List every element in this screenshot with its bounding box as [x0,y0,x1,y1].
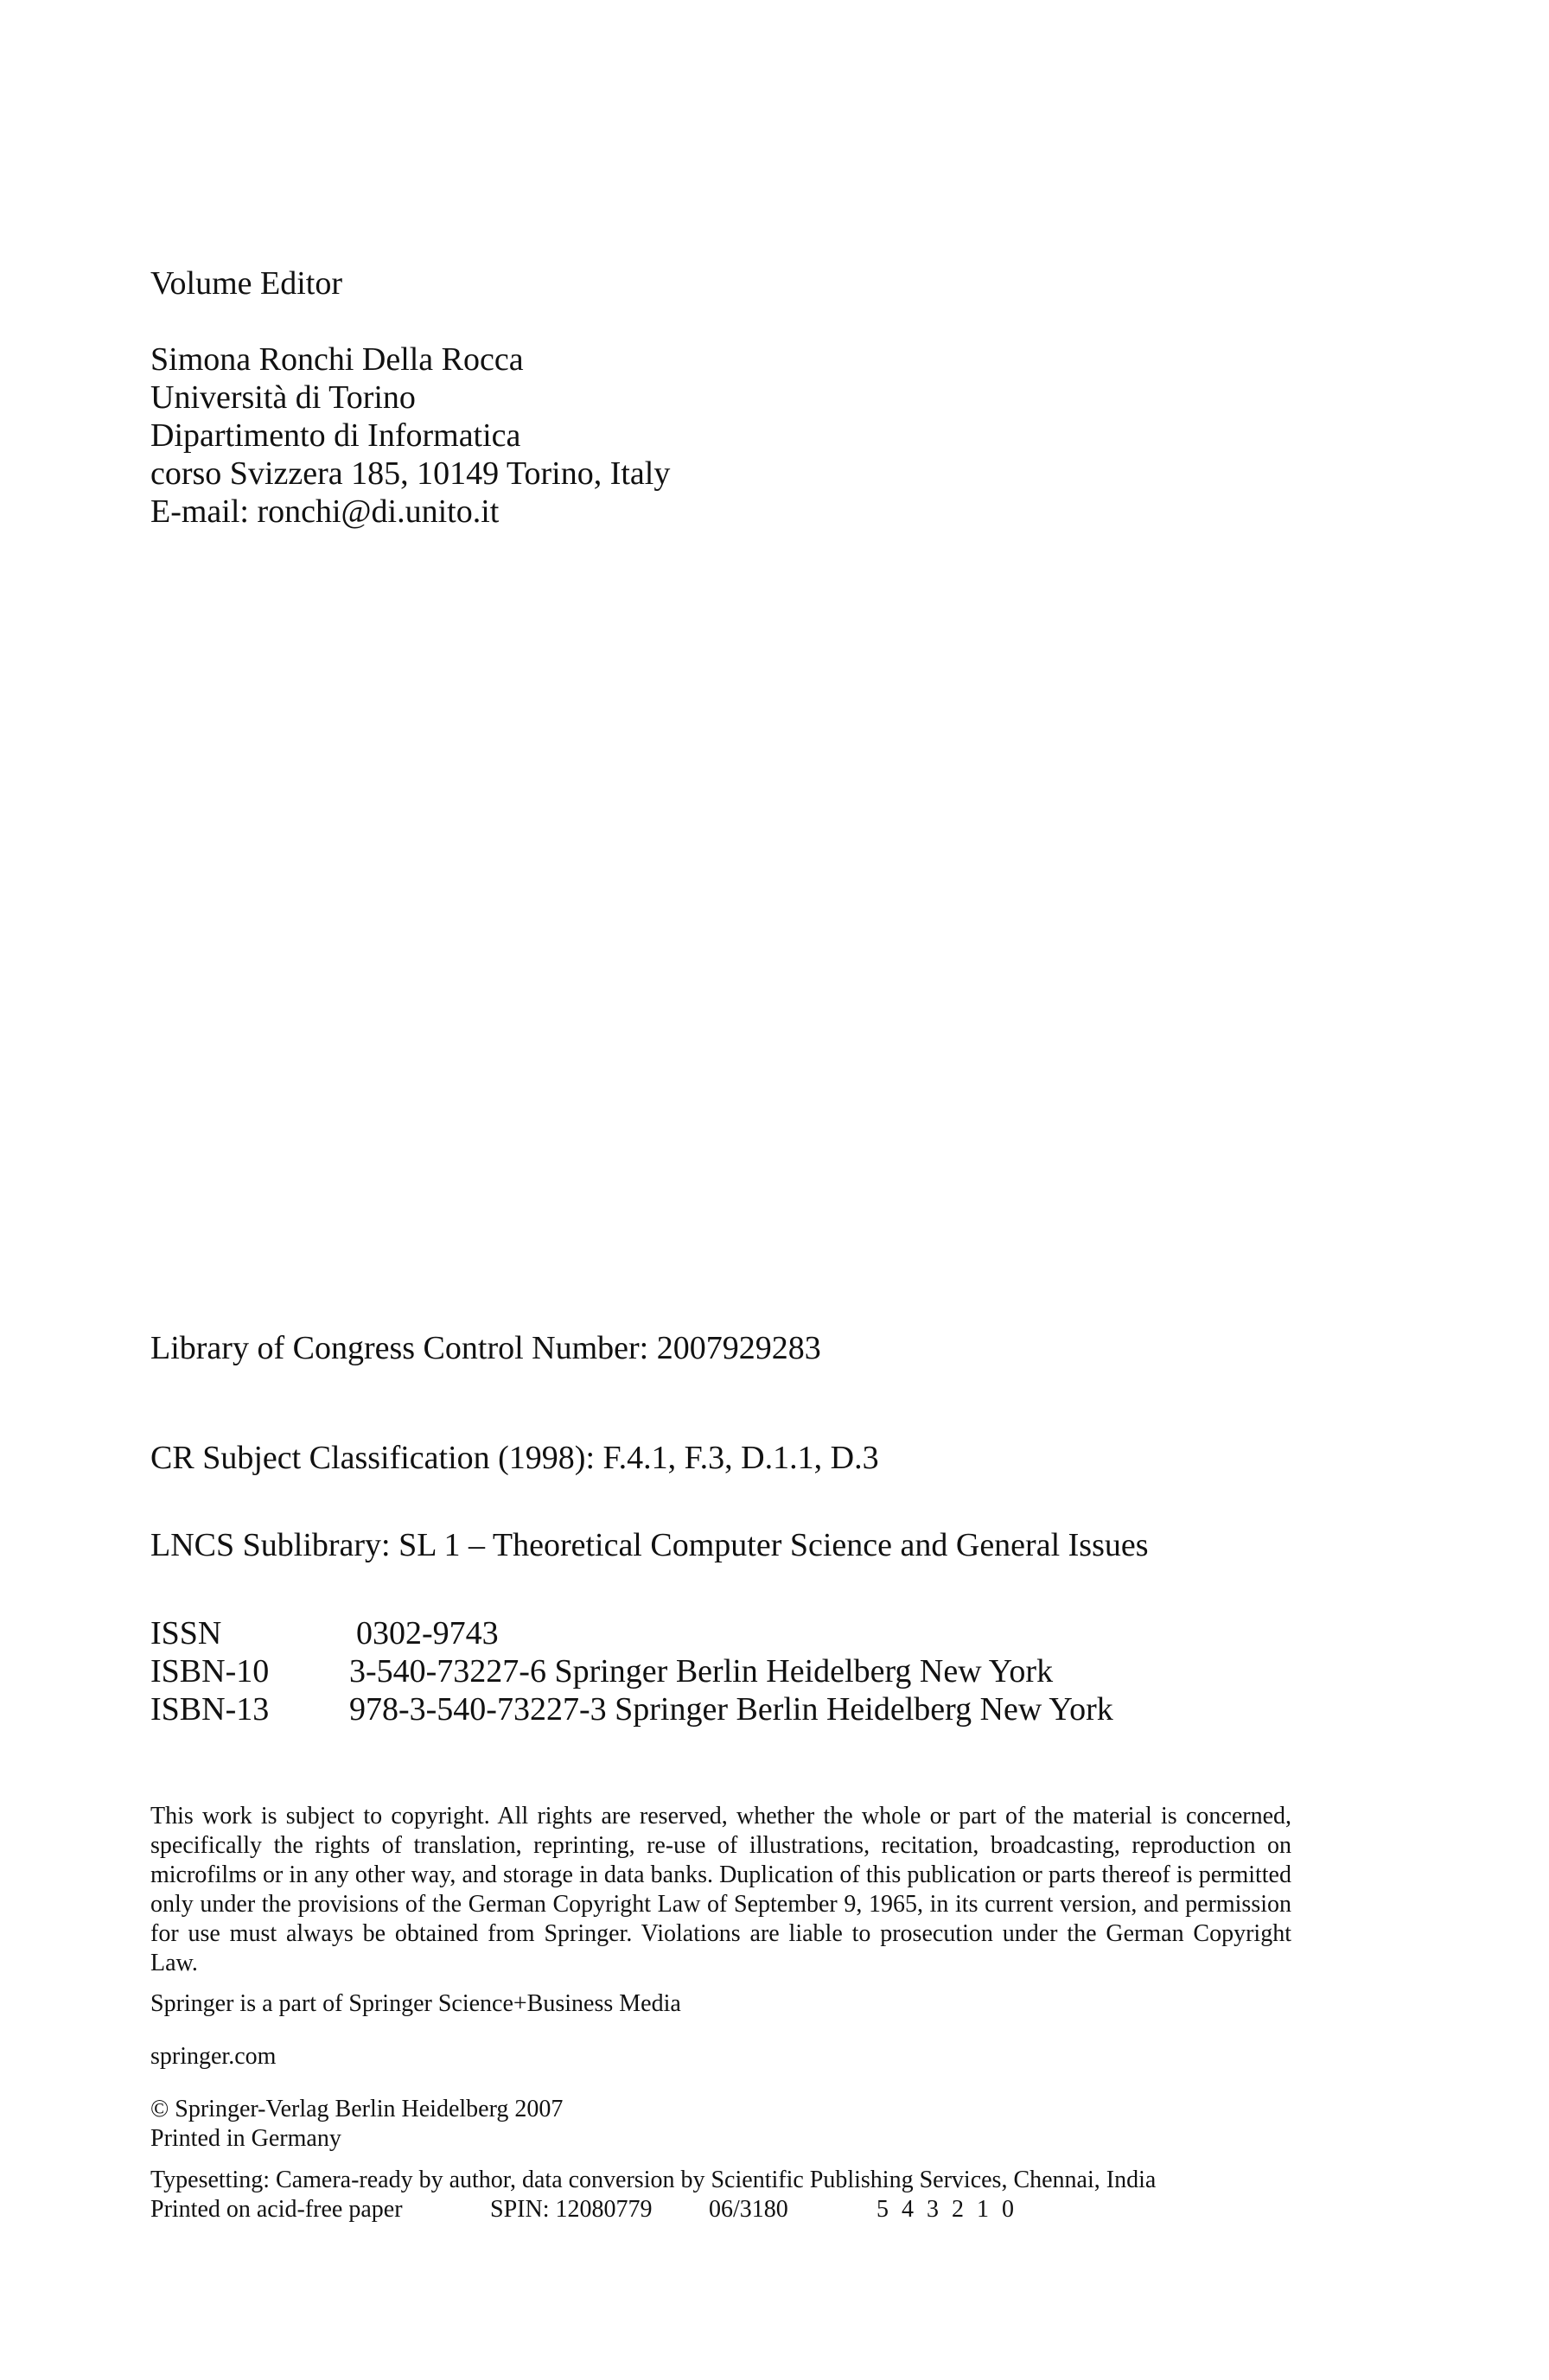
springer-part-text: Springer is a part of Springer Science+Business Media [150,1990,681,2017]
issn-value: 0302-9743 [356,1615,499,1651]
printing-info-row [150,2195,1300,2224]
editor-department: Dipartimento di Informatica [150,417,521,454]
typesetting-text: Typesetting: Camera-ready by author, data conversion by Scientific Publishing Services, Chennai, India [150,2167,1157,2193]
springer-part-section [150,1989,1300,2019]
isbn10-value: 3-540-73227-6 Springer Berlin Heidelberg New York [349,1653,1054,1690]
identifiers-table [150,1614,1300,1728]
volume-editor-section [150,264,1300,302]
isbn10-row [150,1652,1300,1690]
paper-info: Printed on acid-free paper [150,2196,403,2223]
cr-classification-text: CR Subject Classification (1998): F.4.1, F.3, D.1.1, D.3 [150,1440,879,1476]
springer-url-section [150,2042,1300,2071]
editor-university: Università di Torino [150,379,416,416]
editor-email[interactable]: E-mail: ronchi@di.unito.it [150,493,500,530]
editor-street: corso Svizzera 185, 10149 Torino, Italy [150,455,671,492]
lccn-text: Library of Congress Control Number: 2007929283 [150,1330,821,1366]
lncs-sublibrary-section [150,1526,1300,1564]
copyright-notice-text: This work is subject to copyright. All rights are reserved, whether the whole or part of the material is concerned, specifically the rights of translation, reprinting, re-use of illustrations, recitation, broadcasting, reproduction on microfilms or in any other way, and storage in data banks. Duplication of this publication or parts thereof is permitted only under the provisions of the German Copyright Law of September 9, 1965, in its current version, and permission for use must always be obtained from Springer. Violations are liable to prosecution under the German Copyright Law. [150,1803,1291,1976]
print-code: 06/3180 [709,2196,788,2223]
isbn13-value: 978-3-540-73227-3 Springer Berlin Heidelberg New York [349,1691,1113,1728]
isbn13-row [150,1690,1300,1728]
isbn13-label: ISBN-13 [150,1691,270,1728]
volume-editor-heading: Volume Editor [150,265,343,302]
copyright-notice-section [150,1802,1291,1978]
printed-in: Printed in Germany [150,2125,341,2152]
issn-row [150,1614,1300,1652]
isbn10-label: ISBN-10 [150,1653,270,1690]
lncs-sublibrary-text: LNCS Sublibrary: SL 1 – Theoretical Computer Science and General Issues [150,1527,1149,1563]
typesetting-section [150,2166,1300,2224]
print-line: 5 4 3 2 1 0 [876,2196,1017,2223]
issn-label: ISSN [150,1615,222,1651]
springer-url[interactable]: springer.com [150,2043,277,2070]
editor-address [150,340,1300,531]
lccn-section [150,1329,1300,1367]
copyright-line: © Springer-Verlag Berlin Heidelberg 2007 [150,2096,564,2122]
copyright-line-section [150,2095,1300,2154]
cr-classification-section [150,1439,1300,1477]
spin-number: SPIN: 12080779 [490,2196,653,2223]
editor-name: Simona Ronchi Della Rocca [150,341,524,378]
